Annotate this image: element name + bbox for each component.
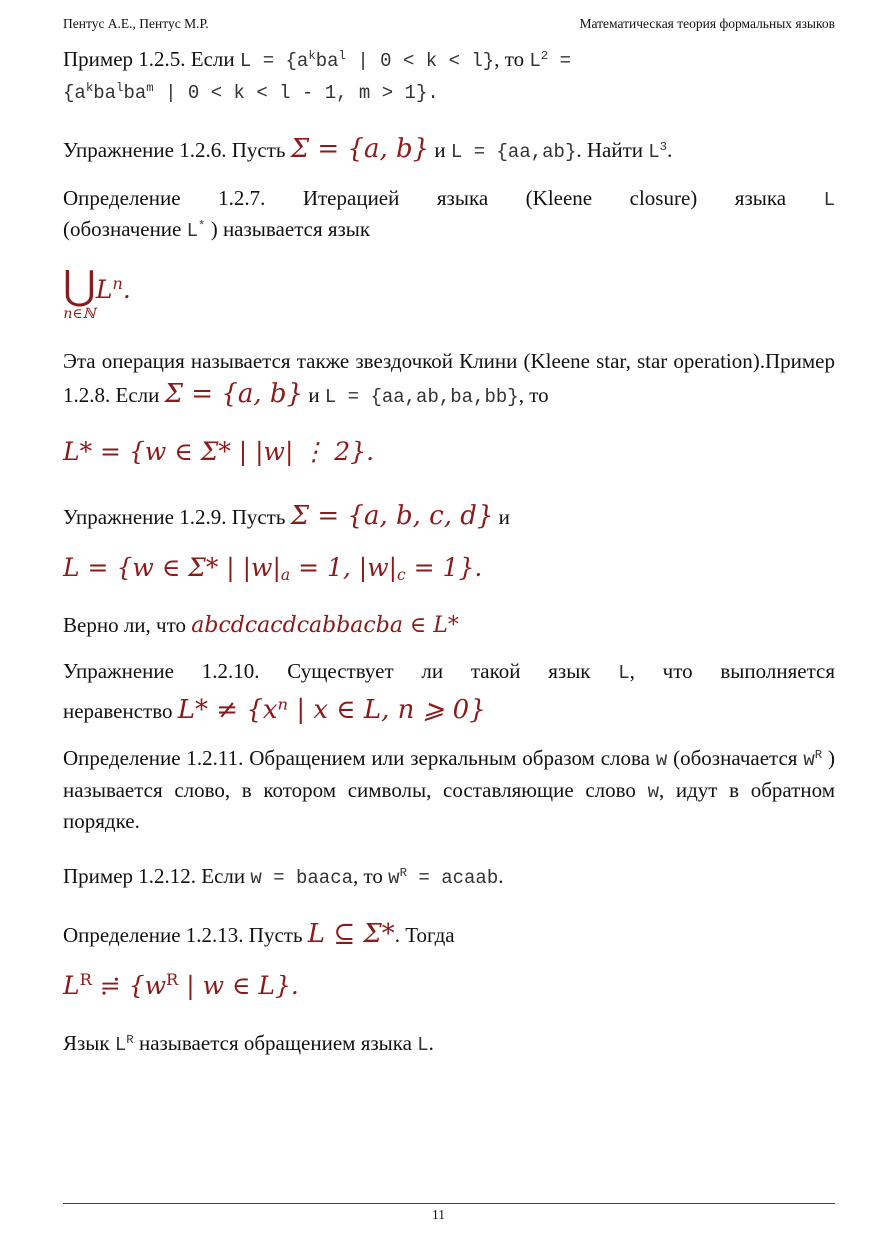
math-text: L (63, 971, 80, 1001)
mono-text: = acaab (407, 866, 499, 889)
text: , то (353, 863, 389, 888)
l-reverse (115, 1034, 134, 1056)
math-text: = 1, |w| (290, 552, 398, 582)
inequality-formula: L* ≠ {xⁿ | x ∈ L, n ⩾ 0} (177, 694, 486, 725)
math-text: . (122, 274, 131, 304)
text: и (493, 505, 510, 530)
text: , идут в обратном порядке. (63, 777, 835, 834)
text: . Тогда (394, 923, 455, 948)
sup: l (116, 80, 124, 95)
text: . (667, 138, 673, 163)
text: то (529, 383, 549, 408)
sup: n (112, 273, 123, 293)
example-label: Пример 1.2.5. Если (63, 47, 240, 71)
text: , что выполняется (629, 659, 835, 684)
text: (обозначается (673, 746, 804, 771)
mono-text: L = {a (239, 50, 309, 72)
footer-divider (63, 1203, 835, 1204)
mono-text: L (417, 1034, 429, 1057)
subset-formula: L ⊆ Σ* (307, 919, 395, 950)
union-symbol (63, 262, 96, 322)
text: Упражнение 1.2.6. Пусть (63, 138, 291, 163)
text: Определение 1.2.7. Итерацией языка (Kleene closure) языка (63, 185, 824, 210)
w-reverse-example (388, 867, 498, 889)
lr-formula (63, 968, 835, 1004)
sup: R (814, 748, 823, 763)
mono-text: L (529, 50, 541, 72)
text: ) называется язык (205, 217, 371, 242)
mono-text: {a (63, 81, 86, 104)
sup: R (399, 866, 407, 881)
sigma-formula: Σ = {a, b, c, d} (290, 501, 494, 532)
mono-text: w (803, 749, 815, 772)
l-squared (529, 50, 571, 72)
mono-text: | 0 < k < l - 1, m > 1}. (153, 81, 439, 104)
mono-text: w (388, 866, 400, 889)
mono-text: L (186, 220, 199, 243)
sup: m (146, 80, 154, 95)
text: Пример 1.2.12. Если (63, 863, 251, 888)
exercise-1-2-9 (63, 498, 835, 536)
sigma-formula: Σ = {a, b} (164, 379, 304, 410)
math-text: ≓ {w (91, 971, 167, 1001)
text: Эта операция называется также звездочкой Клини (Kleene star, star operation).Пример 1.2.8. Если (63, 348, 835, 408)
mono-text: | 0 < k < l} (345, 50, 495, 72)
mono-text: L = {aa,ab} (450, 141, 577, 164)
language-def (240, 50, 494, 72)
mono-text: ba (123, 81, 147, 104)
mono-text: L (823, 188, 835, 211)
question-formula: abcdcacdcabbacba ∈ L* (191, 613, 459, 639)
page-header (63, 16, 835, 36)
exercise-1-2-10-cont (63, 692, 835, 730)
text: , (518, 383, 524, 408)
mono-text: ba (315, 50, 339, 72)
text: . (498, 863, 504, 888)
mono-text: L (114, 1034, 127, 1057)
text: (обозначение (63, 217, 187, 242)
mono-text: ba (93, 81, 117, 104)
text: Язык (63, 1031, 115, 1056)
math-text: L = {w ∈ Σ* | |w| (63, 552, 281, 582)
definition-1-2-11 (63, 743, 835, 837)
mono-text: L (618, 662, 630, 685)
sup: R (166, 970, 179, 990)
text: Упражнение 1.2.10. Существует ли такой язык (63, 659, 619, 684)
text: называется обращением языка (133, 1031, 418, 1056)
l129-formula (63, 550, 835, 586)
text: и (303, 383, 325, 408)
header-book-title: Математическая теория формальных языков (579, 16, 835, 31)
sup: k (85, 80, 94, 95)
union-subscript: n∈ℕ (63, 305, 96, 322)
sigma-formula: Σ = {a, b} (290, 134, 430, 165)
lstar-formula: L* = {w ∈ Σ* | |w| ⋮ 2}. (63, 437, 375, 466)
mono-text: w (655, 749, 668, 772)
definition-1-2-13 (63, 916, 835, 954)
text: . (428, 1031, 434, 1056)
sub: c (397, 565, 406, 584)
l-cubed (648, 141, 667, 163)
sup: l (338, 49, 346, 64)
definition-1-2-7 (63, 183, 835, 215)
text: Упражнение 1.2.9. Пусть (63, 505, 291, 530)
text: . Найти (576, 138, 649, 163)
math-text: L (95, 274, 113, 304)
text: и (429, 138, 451, 163)
text: Определение 1.2.13. Пусть (63, 923, 308, 948)
definition-1-2-7-cont (63, 214, 835, 246)
exercise-1-2-10 (63, 656, 835, 688)
text: Определение 1.2.11. Обращением или зеркальным образом слова (63, 746, 656, 771)
mono-text: w (647, 780, 659, 803)
text: неравенство (63, 698, 178, 723)
question-paragraph (63, 610, 835, 642)
mono-text: w = baaca (250, 866, 354, 889)
final-paragraph (63, 1028, 835, 1060)
sup: R (79, 970, 92, 990)
kleene-star-paragraph (63, 346, 835, 414)
header-authors: Пентус А.Е., Пентус М.Р. (63, 16, 209, 31)
sup: k (308, 49, 316, 64)
example-1-2-5 (63, 44, 835, 107)
text: Верно ли, что (63, 613, 192, 638)
exercise-1-2-6 (63, 131, 835, 169)
page-number: 11 (432, 1207, 445, 1222)
w-reverse (803, 749, 822, 771)
math-text: | w ∈ L}. (178, 971, 299, 1001)
union-sign: ⋃ (63, 262, 96, 309)
text: ) называется слово, в котором символы, составляющие слово (63, 746, 836, 802)
example-1-2-12 (63, 861, 835, 893)
union-body (96, 266, 131, 308)
sup: 3 (659, 140, 668, 155)
mono-text: L (648, 141, 660, 164)
sup: * (198, 219, 206, 234)
math-text: = 1}. (405, 552, 483, 582)
sub: a (280, 565, 291, 584)
l-squared-def (63, 82, 439, 104)
page-content (63, 44, 835, 1060)
mono-text: = (548, 50, 571, 72)
l-star (187, 220, 206, 242)
text: , то (494, 47, 530, 71)
union-formula (63, 262, 835, 322)
mono-text: L = {aa,ab,ba,bb} (324, 386, 519, 409)
sup: 2 (540, 49, 549, 64)
sup: R (126, 1033, 134, 1048)
